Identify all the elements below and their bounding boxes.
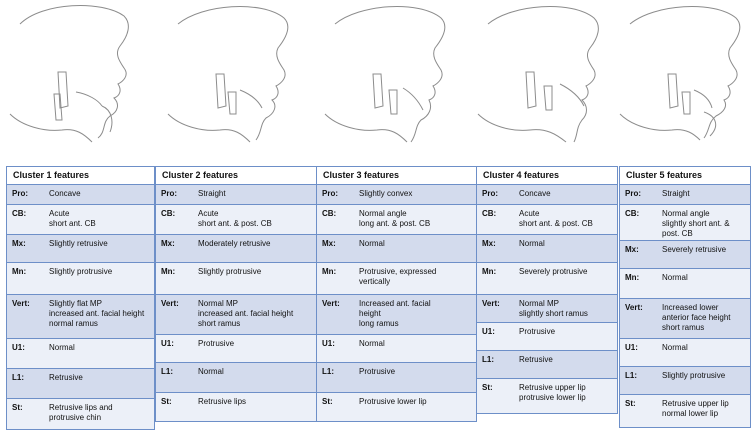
- cluster-4-tracing: [470, 2, 620, 158]
- row-value: Normal: [359, 239, 385, 248]
- cluster-5-row-cb: [620, 205, 750, 241]
- cluster-1-row-cb: [7, 205, 154, 235]
- row-label: Vert:: [482, 299, 500, 308]
- row-label: CB:: [12, 209, 27, 218]
- cluster-4-row-mx: [477, 235, 617, 263]
- row-value: Protrusive: [519, 327, 556, 336]
- row-value: Slightly flat MP increased ant. facial height normal ramus: [49, 299, 145, 328]
- row-value: Retrusive lips and protrusive chin: [49, 403, 113, 422]
- row-label: L1:: [625, 371, 637, 380]
- row-value: Slightly protrusive: [662, 371, 726, 380]
- row-value: Normal: [198, 367, 224, 376]
- row-value: Protrusive: [359, 367, 396, 376]
- row-value: Retrusive upper lip protrusive lower lip: [519, 383, 586, 402]
- cluster-2-row-mn: [156, 263, 316, 295]
- cluster-3-row-l1: [317, 363, 476, 393]
- cluster-5-title: Cluster 5 features: [620, 167, 750, 185]
- row-label: St:: [12, 403, 23, 412]
- cluster-3-row-pro: [317, 185, 476, 205]
- row-label: Mx:: [322, 239, 336, 248]
- cluster-2-column: [155, 166, 317, 422]
- row-value: Severely protrusive: [519, 267, 588, 276]
- row-label: CB:: [322, 209, 337, 218]
- row-value: Normal angle slightly short ant. & post. CB: [662, 209, 730, 238]
- cluster-5-row-l1: [620, 367, 750, 395]
- row-label: CB:: [161, 209, 176, 218]
- cluster-2-row-st: [156, 393, 316, 421]
- row-label: Mx:: [482, 239, 496, 248]
- cluster-4-row-mn: [477, 263, 617, 295]
- row-value: Concave: [519, 189, 551, 198]
- cluster-4-row-cb: [477, 205, 617, 235]
- row-value: Normal: [359, 339, 385, 348]
- row-label: L1:: [161, 367, 173, 376]
- cluster-4-row-vert: [477, 295, 617, 323]
- row-label: L1:: [482, 355, 494, 364]
- row-label: L1:: [322, 367, 334, 376]
- cluster-4-title: Cluster 4 features: [477, 167, 617, 185]
- row-label: Mx:: [161, 239, 175, 248]
- row-label: Mn:: [322, 267, 337, 276]
- row-label: Vert:: [161, 299, 179, 308]
- row-value: Concave: [49, 189, 81, 198]
- cluster-3-title: Cluster 3 features: [317, 167, 476, 185]
- row-label: Mn:: [625, 273, 640, 282]
- cluster-1-row-u1: [7, 339, 154, 369]
- row-value: Slightly protrusive: [49, 267, 113, 276]
- row-label: St:: [625, 399, 636, 408]
- cluster-1-row-mx: [7, 235, 154, 263]
- cluster-4-row-u1: [477, 323, 617, 351]
- cluster-1-row-st: [7, 399, 154, 429]
- row-label: Mn:: [12, 267, 27, 276]
- row-value: Normal: [519, 239, 545, 248]
- row-label: St:: [161, 397, 172, 406]
- cluster-5-row-mx: [620, 241, 750, 269]
- cluster-5-row-mn: [620, 269, 750, 299]
- row-value: Acute short ant. CB: [49, 209, 96, 228]
- cluster-2-row-pro: [156, 185, 316, 205]
- row-label: Mn:: [482, 267, 497, 276]
- row-value: Retrusive: [49, 373, 83, 382]
- row-value: Increased ant. facial height long ramus: [359, 299, 431, 328]
- row-value: Straight: [198, 189, 226, 198]
- row-label: St:: [322, 397, 333, 406]
- row-label: U1:: [12, 343, 25, 352]
- cluster-2-title: Cluster 2 features: [156, 167, 316, 185]
- row-label: Mx:: [625, 245, 639, 254]
- row-label: Mn:: [161, 267, 176, 276]
- cluster-2-row-u1: [156, 335, 316, 363]
- row-value: Moderately retrusive: [198, 239, 271, 248]
- cluster-3-column: [316, 166, 477, 422]
- cluster-4-column: [476, 166, 618, 414]
- row-value: Acute short ant. & post. CB: [519, 209, 593, 228]
- row-value: Severely retrusive: [662, 245, 727, 254]
- cluster-1-column: [6, 166, 155, 430]
- row-label: Pro:: [625, 189, 641, 198]
- row-value: Retrusive lips: [198, 397, 247, 406]
- row-label: U1:: [482, 327, 495, 336]
- row-value: Normal: [662, 343, 688, 352]
- row-label: Pro:: [322, 189, 338, 198]
- row-label: U1:: [625, 343, 638, 352]
- cluster-3-row-cb: [317, 205, 476, 235]
- cephalometric-tracings: [0, 0, 755, 160]
- row-label: U1:: [322, 339, 335, 348]
- cluster-1-row-l1: [7, 369, 154, 399]
- cluster-2-row-l1: [156, 363, 316, 393]
- row-value: Increased lower anterior face height short ramus: [662, 303, 731, 332]
- cluster-3-row-u1: [317, 335, 476, 363]
- cluster-2-tracing: [158, 2, 308, 158]
- row-label: St:: [482, 383, 493, 392]
- cluster-2-row-mx: [156, 235, 316, 263]
- cluster-3-row-mx: [317, 235, 476, 263]
- row-value: Normal MP increased ant. facial height short ramus: [198, 299, 294, 328]
- row-label: L1:: [12, 373, 24, 382]
- cluster-5-row-pro: [620, 185, 750, 205]
- cluster-3-row-mn: [317, 263, 476, 295]
- cluster-5-row-st: [620, 395, 750, 427]
- cluster-3-tracing: [315, 2, 465, 158]
- row-value: Normal MP slightly short ramus: [519, 299, 588, 318]
- row-value: Protrusive lower lip: [359, 397, 427, 406]
- row-value: Protrusive, expressed vertically: [359, 267, 437, 286]
- row-label: CB:: [625, 209, 640, 218]
- row-value: Slightly protrusive: [198, 267, 262, 276]
- cluster-3-row-st: [317, 393, 476, 421]
- row-label: Pro:: [161, 189, 177, 198]
- row-label: Mx:: [12, 239, 26, 248]
- row-value: Slightly convex: [359, 189, 413, 198]
- cluster-5-row-vert: [620, 299, 750, 339]
- row-label: U1:: [161, 339, 174, 348]
- row-label: Vert:: [625, 303, 643, 312]
- cluster-2-row-cb: [156, 205, 316, 235]
- row-value: Straight: [662, 189, 690, 198]
- row-value: Slightly retrusive: [49, 239, 108, 248]
- row-value: Protrusive: [198, 339, 235, 348]
- row-value: Normal: [49, 343, 75, 352]
- row-value: Retrusive upper lip normal lower lip: [662, 399, 729, 418]
- cluster-5-row-u1: [620, 339, 750, 367]
- row-value: Normal angle long ant. & post. CB: [359, 209, 431, 228]
- cluster-5-column: [619, 166, 751, 428]
- row-value: Retrusive: [519, 355, 553, 364]
- cluster-4-row-l1: [477, 351, 617, 379]
- cluster-1-row-pro: [7, 185, 154, 205]
- cluster-4-row-pro: [477, 185, 617, 205]
- cluster-1-row-mn: [7, 263, 154, 295]
- cluster-1-tracing: [2, 2, 152, 158]
- cluster-1-row-vert: [7, 295, 154, 339]
- row-value: Acute short ant. & post. CB: [198, 209, 272, 228]
- cluster-3-row-vert: [317, 295, 476, 335]
- row-label: Vert:: [322, 299, 340, 308]
- cluster-2-row-vert: [156, 295, 316, 335]
- cluster-4-row-st: [477, 379, 617, 413]
- cluster-5-tracing: [610, 2, 755, 158]
- row-value: Normal: [662, 273, 688, 282]
- row-label: CB:: [482, 209, 497, 218]
- row-label: Vert:: [12, 299, 30, 308]
- cluster-1-title: Cluster 1 features: [7, 167, 154, 185]
- row-label: Pro:: [12, 189, 28, 198]
- row-label: Pro:: [482, 189, 498, 198]
